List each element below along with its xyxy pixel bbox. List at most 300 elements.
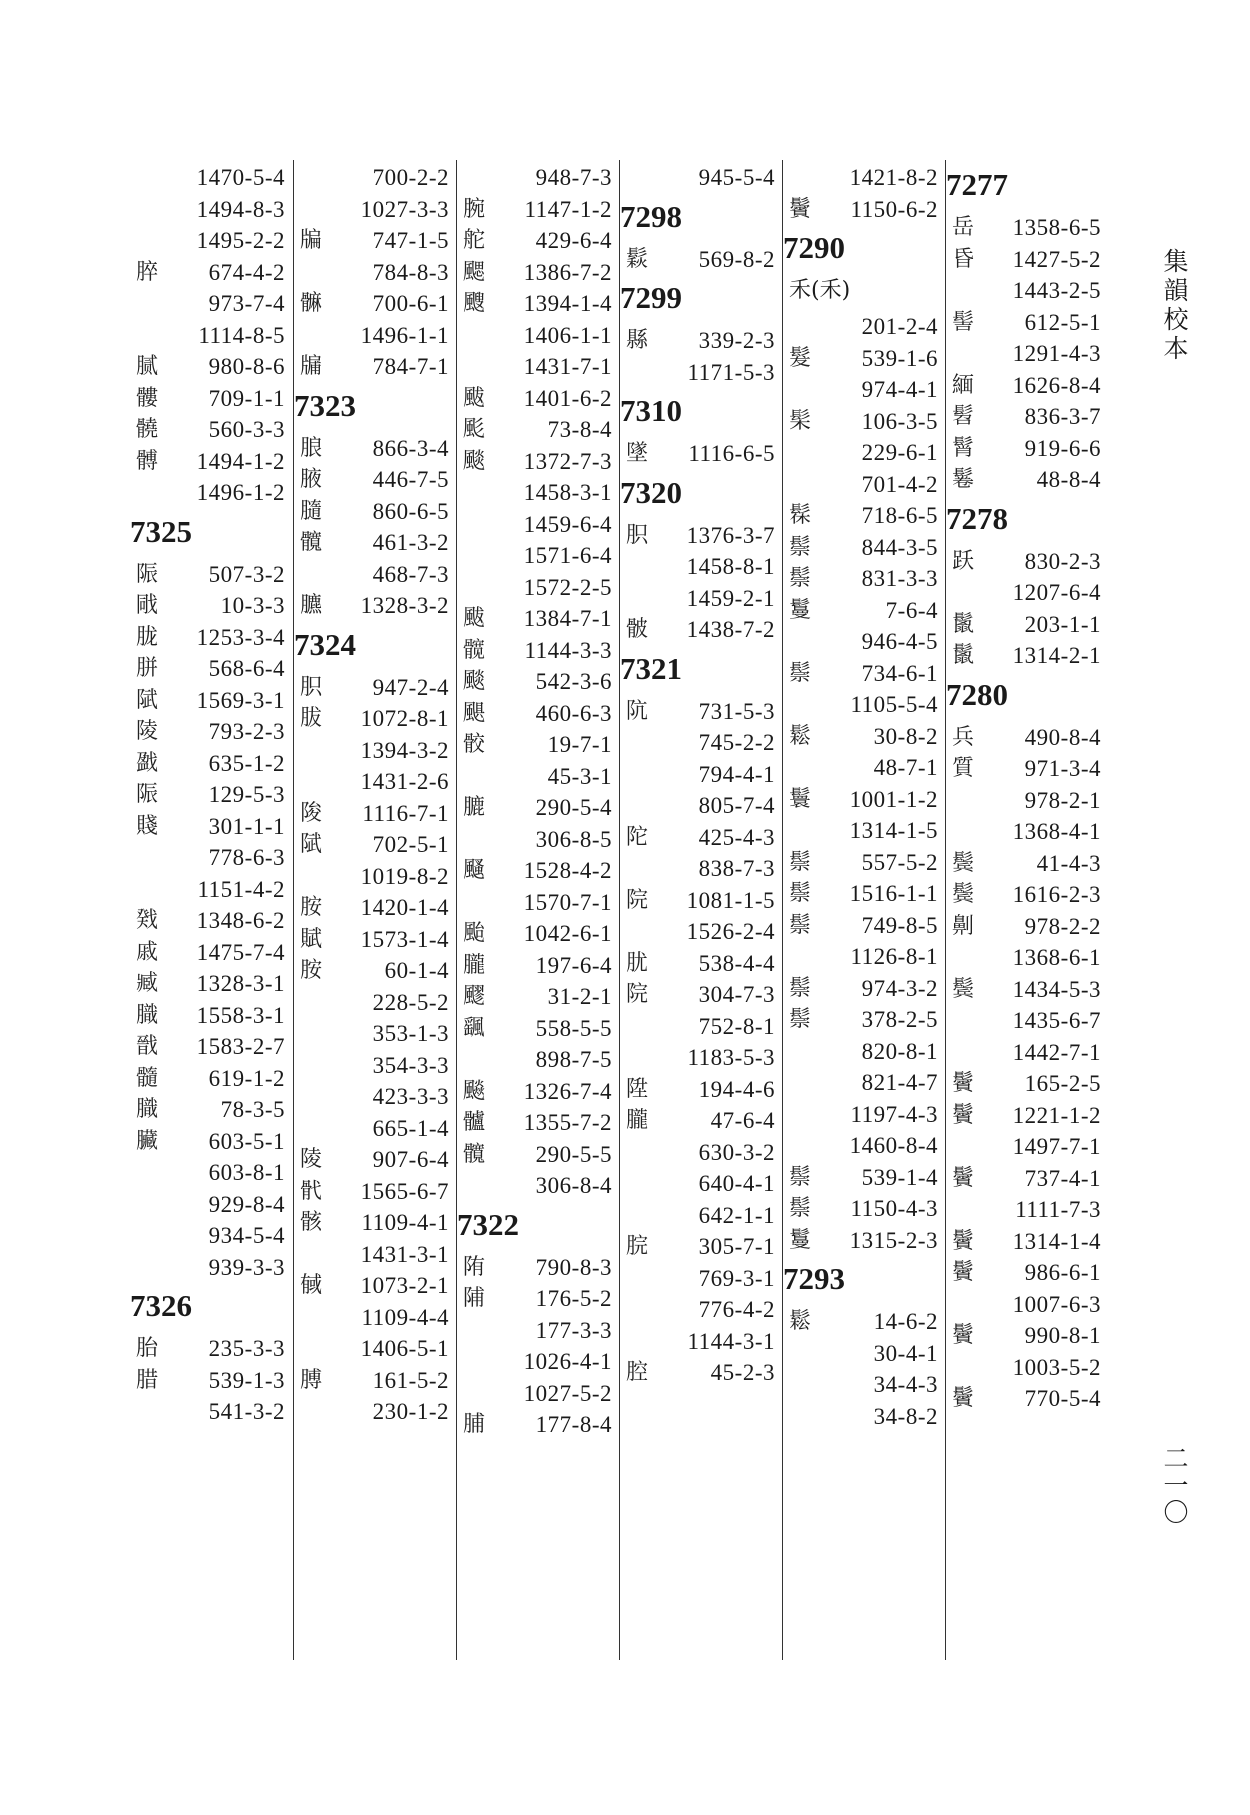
entry-reference: 1081-1-5 <box>686 887 775 913</box>
entry-character: 胑 <box>300 674 323 700</box>
entry-character: 臧 <box>136 971 159 996</box>
entry-character: 鬃 <box>789 1196 812 1221</box>
entry-reference: 752-8-1 <box>698 1013 775 1039</box>
entry-reference: 1583-2-7 <box>196 1034 285 1059</box>
entry-character: 賦 <box>300 926 323 952</box>
entry-reference: 201-2-4 <box>861 314 938 339</box>
entry-character: 鬓 <box>952 882 975 907</box>
entry-reference: 1328-3-2 <box>360 593 449 618</box>
entry-character: 鬢 <box>952 1260 975 1285</box>
entry-reference: 640-4-1 <box>698 1171 775 1196</box>
entry-character: 陏 <box>463 1254 486 1280</box>
entry-reference: 1114-8-5 <box>198 322 285 348</box>
entry-reference: 1442-7-1 <box>1012 1039 1101 1065</box>
entry-reference: 10-3-3 <box>220 593 285 618</box>
entry-reference: 1376-3-7 <box>686 522 775 548</box>
entry-reference: 1516-1-1 <box>849 881 938 906</box>
entry-reference: 161-5-2 <box>372 1367 449 1393</box>
entry-reference: 838-7-3 <box>698 856 775 881</box>
entry-character: 髫 <box>952 404 975 429</box>
entry-character: 颰 <box>463 606 486 631</box>
entry-character: 縣 <box>626 328 649 353</box>
entry-reference: 1150-4-3 <box>850 1196 938 1221</box>
entry-character: 戫 <box>300 1273 323 1298</box>
entry-reference: 1001-1-2 <box>849 786 938 812</box>
entry-reference: 1019-8-2 <box>360 863 449 889</box>
entry-reference: 1431-2-6 <box>360 769 449 794</box>
entry-reference: 1496-1-1 <box>360 322 449 348</box>
entry-reference: 1494-8-3 <box>196 196 285 222</box>
page-number: 二一〇 <box>1160 1445 1189 1526</box>
index-entry <box>130 1394 293 1430</box>
section-header <box>620 192 783 242</box>
entry-reference: 702-5-1 <box>372 832 449 857</box>
entry-reference: 1328-3-1 <box>196 971 285 996</box>
entry-reference: 490-8-4 <box>1024 724 1101 750</box>
entry-character: 颱 <box>463 921 486 946</box>
entry-reference: 1558-3-1 <box>196 1002 285 1028</box>
entry-reference: 1435-6-7 <box>1012 1008 1101 1033</box>
entry-reference: 1003-5-2 <box>1012 1354 1101 1380</box>
entry-character: 脺 <box>136 259 159 285</box>
entry-reference: 1314-2-1 <box>1012 643 1101 668</box>
entry-character: 陙 <box>136 782 159 807</box>
entry-reference: 45-3-1 <box>547 763 612 789</box>
entry-reference: 1394-1-4 <box>523 291 612 316</box>
entry-reference: 821-4-7 <box>861 1070 938 1095</box>
entry-character: 鬘 <box>789 1227 812 1253</box>
entry-character: 腋 <box>300 467 323 492</box>
entry-reference: 1368-4-1 <box>1012 819 1101 844</box>
entry-character: 飈 <box>463 1078 486 1104</box>
entry-reference: 1401-6-2 <box>523 385 612 411</box>
entry-character: 陚 <box>136 687 159 713</box>
entry-reference: 971-3-4 <box>1024 756 1101 781</box>
entry-reference: 1183-5-3 <box>687 1045 775 1070</box>
index-entry <box>457 1407 620 1443</box>
entry-character: 颷 <box>463 669 486 694</box>
entry-reference: 290-5-4 <box>535 795 612 820</box>
entry-character: 戣 <box>136 908 159 933</box>
entry-character: 颾 <box>463 858 486 883</box>
entry-character: 腻 <box>136 354 159 379</box>
entry-reference: 568-6-4 <box>208 656 285 681</box>
entry-character: 質 <box>952 756 975 781</box>
entry-character: 鬛 <box>952 611 975 637</box>
entry-reference: 1073-2-1 <box>360 1273 449 1298</box>
index-column-6 <box>945 160 1109 1660</box>
entry-reference: 203-1-1 <box>1024 611 1101 637</box>
entry-reference: 507-3-2 <box>208 561 285 587</box>
section-number: 7299 <box>620 280 682 315</box>
entry-character: 鬃 <box>789 912 812 938</box>
entry-reference: 844-3-5 <box>861 534 938 560</box>
entry-reference: 48-7-1 <box>873 755 938 780</box>
entry-character: 兵 <box>952 724 975 750</box>
entry-reference: 973-7-4 <box>208 291 285 316</box>
entry-character: 阬 <box>626 698 649 724</box>
section-header <box>620 386 783 436</box>
entry-reference: 1007-6-3 <box>1012 1291 1101 1317</box>
entry-character: 髗 <box>463 1110 486 1135</box>
section-header <box>620 644 783 694</box>
entry-reference: 229-6-1 <box>861 440 938 465</box>
entry-reference: 1027-5-2 <box>523 1380 612 1406</box>
index-column-3 <box>456 160 620 1660</box>
entry-character: 跃 <box>952 548 975 574</box>
index-column-4 <box>619 160 783 1660</box>
entry-reference: 78-3-5 <box>220 1097 285 1122</box>
entry-character: 賤 <box>136 813 159 839</box>
entry-reference: 919-6-6 <box>1024 435 1101 461</box>
entry-character: 颷 <box>463 448 486 474</box>
entry-reference: 939-3-3 <box>208 1254 285 1280</box>
entry-reference: 1253-3-4 <box>196 624 285 650</box>
entry-reference: 701-4-2 <box>861 471 938 497</box>
section-number: 7277 <box>946 167 1008 202</box>
entry-character: 膱 <box>136 1002 159 1028</box>
entry-reference: 460-6-3 <box>535 700 612 726</box>
entry-character: 鬃 <box>789 566 812 591</box>
entry-reference: 1150-6-2 <box>850 196 938 222</box>
book-title: 集韻校本 <box>1160 248 1189 364</box>
entry-character: 髓 <box>136 1065 159 1091</box>
entry-character: 鬃 <box>789 881 812 906</box>
entry-reference: 1372-7-3 <box>523 448 612 474</box>
entry-character: 髏 <box>136 385 159 411</box>
entry-character: 髆 <box>136 448 159 474</box>
entry-character: 鬘 <box>789 597 812 623</box>
entry-reference: 674-4-2 <box>208 259 285 285</box>
entry-character: 朧 <box>463 952 486 978</box>
entry-reference: 731-5-3 <box>698 698 775 724</box>
entry-character: 禾(禾) <box>789 278 851 303</box>
entry-character: 腊 <box>136 1367 159 1393</box>
entry-character: 舵 <box>463 228 486 253</box>
entry-reference: 306-8-4 <box>535 1173 612 1198</box>
entry-reference: 830-2-3 <box>1024 548 1101 574</box>
section-number: 7310 <box>620 393 682 428</box>
entry-reference: 1109-4-4 <box>361 1304 449 1330</box>
entry-character: 髤 <box>789 408 812 434</box>
entry-reference: 539-1-3 <box>208 1367 285 1393</box>
entry-character: 胎 <box>136 1336 159 1361</box>
entry-character: 牖 <box>300 354 323 379</box>
section-number: 7321 <box>620 650 682 686</box>
entry-reference: 542-3-6 <box>535 669 612 694</box>
section-number: 7293 <box>783 1261 845 1296</box>
entry-reference: 1386-7-2 <box>523 259 612 285</box>
entry-reference: 1315-2-3 <box>849 1227 938 1253</box>
entry-reference: 737-4-1 <box>1024 1165 1101 1191</box>
entry-character: 骹 <box>463 732 486 757</box>
entry-character: 胈 <box>300 706 323 731</box>
entry-character: 胑 <box>626 522 649 548</box>
index-entry <box>294 1394 457 1430</box>
entry-character: 昏 <box>952 246 975 272</box>
entry-reference: 805-7-4 <box>698 793 775 818</box>
entry-reference: 1355-7-2 <box>523 1110 612 1135</box>
entry-reference: 560-3-3 <box>208 417 285 442</box>
entry-reference: 1459-2-1 <box>686 585 775 611</box>
entry-reference: 1368-6-1 <box>1012 945 1101 970</box>
entry-reference: 557-5-2 <box>861 849 938 875</box>
section-number: 7320 <box>620 474 682 510</box>
entry-reference: 1475-7-4 <box>196 939 285 965</box>
entry-reference: 1458-3-1 <box>523 480 612 505</box>
entry-character: 陠 <box>463 1286 486 1311</box>
entry-reference: 1406-1-1 <box>523 322 612 348</box>
entry-reference: 1171-5-3 <box>687 359 775 385</box>
entry-reference: 1147-1-2 <box>524 196 612 222</box>
entry-character: 戩 <box>136 1034 159 1059</box>
section-header <box>783 223 946 273</box>
entry-character: 髐 <box>136 417 159 442</box>
entry-reference: 1528-4-2 <box>523 858 612 883</box>
entry-reference: 197-6-4 <box>535 952 612 978</box>
entry-reference: 1495-2-2 <box>196 228 285 253</box>
entry-character: 胺 <box>300 958 323 983</box>
entry-character: 陵 <box>136 719 159 744</box>
entry-character: 鬢 <box>952 1102 975 1128</box>
entry-reference: 538-4-4 <box>698 950 775 976</box>
entry-reference: 603-8-1 <box>208 1160 285 1185</box>
entry-reference: 19-7-1 <box>547 732 612 757</box>
entry-character: 鬢 <box>952 1323 975 1348</box>
entry-reference: 790-8-3 <box>535 1254 612 1280</box>
section-number: 7278 <box>946 500 1008 536</box>
entry-character: 鬢 <box>952 1165 975 1191</box>
entry-reference: 1116-6-5 <box>688 441 775 466</box>
entry-character: 鬛 <box>952 643 975 668</box>
section-number: 7322 <box>457 1206 519 1242</box>
entry-reference: 1494-1-2 <box>196 448 285 474</box>
entry-character: 胧 <box>136 624 159 650</box>
entry-character: 髾 <box>952 435 975 461</box>
entry-reference: 1027-3-3 <box>360 196 449 222</box>
index-entry <box>783 1399 946 1435</box>
entry-reference: 778-6-3 <box>208 845 285 870</box>
entry-character: 膔 <box>463 795 486 820</box>
entry-reference: 378-2-5 <box>861 1007 938 1032</box>
entry-character: 腕 <box>463 196 486 222</box>
entry-reference: 700-6-1 <box>372 291 449 316</box>
entry-character: 鬢 <box>952 1071 975 1096</box>
entry-reference: 635-1-2 <box>208 750 285 776</box>
entry-reference: 1571-6-4 <box>523 543 612 568</box>
entry-character: 髹 <box>789 503 812 528</box>
entry-reference: 558-5-5 <box>535 1015 612 1041</box>
index-column-1 <box>130 160 293 1660</box>
entry-reference: 34-4-3 <box>873 1372 938 1397</box>
entry-character: 鬃 <box>789 534 812 560</box>
entry-character: 朖 <box>300 435 323 461</box>
section-header <box>946 494 1109 544</box>
section-number: 7298 <box>620 198 682 234</box>
entry-reference: 1111-7-3 <box>1015 1197 1101 1222</box>
entry-reference: 73-8-4 <box>547 417 612 442</box>
entry-reference: 1197-4-3 <box>850 1101 938 1127</box>
entry-character: 戙 <box>136 593 159 618</box>
entry-reference: 612-5-1 <box>1024 309 1101 335</box>
entry-reference: 539-1-4 <box>861 1164 938 1190</box>
entry-reference: 446-7-5 <box>372 467 449 492</box>
entry-character: 髍 <box>300 291 323 316</box>
entry-reference: 106-3-5 <box>861 408 938 434</box>
entry-character: 颻 <box>463 1015 486 1041</box>
entry-character: 髮 <box>789 345 812 371</box>
entry-character: 颸 <box>463 259 486 285</box>
section-number: 7323 <box>294 387 356 423</box>
entry-reference: 700-2-2 <box>372 165 449 190</box>
entry-character: 陞 <box>626 1076 649 1102</box>
entry-reference: 793-2-3 <box>208 719 285 744</box>
entry-reference: 1109-4-1 <box>361 1210 449 1235</box>
entry-character: 颼 <box>463 291 486 316</box>
entry-reference: 290-5-5 <box>535 1141 612 1167</box>
entry-character: 陵 <box>300 1147 323 1172</box>
section-header <box>783 1254 946 1304</box>
entry-reference: 665-1-4 <box>372 1115 449 1141</box>
entry-reference: 974-3-2 <box>861 975 938 1001</box>
entry-character: 陀 <box>626 824 649 850</box>
entry-reference: 770-5-4 <box>1024 1386 1101 1411</box>
section-header <box>130 507 293 557</box>
entry-character: 戤 <box>136 750 159 776</box>
entry-reference: 230-1-2 <box>372 1399 449 1424</box>
entry-reference: 860-6-5 <box>372 498 449 524</box>
entry-reference: 718-6-5 <box>861 503 938 528</box>
entry-reference: 1144-3-3 <box>524 637 612 663</box>
entry-character: 臟 <box>136 1128 159 1154</box>
entry-character: 髖 <box>300 530 323 555</box>
entry-reference: 541-3-2 <box>208 1399 285 1424</box>
entry-character: 膱 <box>136 1097 159 1122</box>
entry-reference: 1326-7-4 <box>523 1078 612 1104</box>
entry-reference: 603-5-1 <box>208 1128 285 1154</box>
entry-reference: 784-8-3 <box>372 259 449 285</box>
entry-character: 骮 <box>300 1178 323 1204</box>
entry-reference: 194-4-6 <box>698 1076 775 1102</box>
entry-reference: 1348-6-2 <box>196 908 285 933</box>
entry-character: 院 <box>626 887 649 913</box>
entry-reference: 978-2-2 <box>1024 913 1101 939</box>
index-column-2 <box>293 160 457 1660</box>
entry-character: 鬆 <box>789 1309 812 1334</box>
entry-reference: 934-5-4 <box>208 1223 285 1248</box>
entry-character: 飂 <box>463 984 486 1009</box>
section-number: 7290 <box>783 230 845 265</box>
entry-reference: 7-6-4 <box>885 597 938 623</box>
entry-character: 颩 <box>463 417 486 442</box>
entry-reference: 41-4-3 <box>1036 850 1101 876</box>
entry-reference: 177-8-4 <box>535 1412 612 1437</box>
entry-character: 臕 <box>300 593 323 618</box>
entry-character: 陚 <box>300 832 323 857</box>
entry-reference: 784-7-1 <box>372 354 449 379</box>
entry-character: 胼 <box>136 656 159 681</box>
entry-character: 鬢 <box>952 1386 975 1411</box>
entry-reference: 986-6-1 <box>1024 1260 1101 1285</box>
index-entry <box>946 1381 1109 1417</box>
index-column-5 <box>782 160 946 1660</box>
entry-reference: 898-7-5 <box>535 1047 612 1072</box>
entry-reference: 831-3-3 <box>861 566 938 591</box>
section-header <box>130 1281 293 1331</box>
entry-character: 鬢 <box>952 1228 975 1254</box>
entry-character: 鬃 <box>789 1164 812 1190</box>
entry-reference: 974-4-1 <box>861 377 938 402</box>
entry-character: 膸 <box>300 498 323 524</box>
entry-reference: 30-4-1 <box>873 1340 938 1366</box>
section-number: 7325 <box>130 513 192 549</box>
entry-reference: 990-8-1 <box>1024 1323 1101 1348</box>
entry-reference: 1116-7-1 <box>362 800 449 826</box>
entry-reference: 1431-3-1 <box>360 1241 449 1267</box>
entry-reference: 569-8-2 <box>698 246 775 272</box>
entry-reference: 1144-3-1 <box>687 1328 775 1354</box>
entry-character: 墜 <box>626 441 649 466</box>
entry-reference: 1434-5-3 <box>1012 976 1101 1002</box>
entry-reference: 423-3-3 <box>372 1084 449 1109</box>
entry-character: 骸 <box>300 1210 323 1235</box>
entry-character: 鬏 <box>626 246 649 272</box>
entry-reference: 339-2-3 <box>698 328 775 353</box>
entry-reference: 129-5-3 <box>208 782 285 807</box>
entry-character: 鬈 <box>952 467 975 492</box>
entry-reference: 165-2-5 <box>1024 1071 1101 1096</box>
entry-reference: 978-2-1 <box>1024 787 1101 813</box>
entry-character: 鬃 <box>789 849 812 875</box>
entry-reference: 1291-4-3 <box>1012 341 1101 366</box>
entry-character: 鬓 <box>952 976 975 1002</box>
entry-character: 肬 <box>626 950 649 976</box>
entry-reference: 820-8-1 <box>861 1038 938 1064</box>
entry-reference: 1126-8-1 <box>850 944 938 969</box>
entry-reference: 1026-4-1 <box>523 1349 612 1374</box>
entry-reference: 176-5-2 <box>535 1286 612 1311</box>
entry-character: 鬃 <box>789 660 812 686</box>
section-header <box>946 160 1109 210</box>
entry-reference: 946-4-5 <box>861 629 938 654</box>
entry-reference: 1626-8-4 <box>1012 372 1101 398</box>
entry-reference: 866-3-4 <box>372 435 449 461</box>
entry-reference: 948-7-3 <box>535 165 612 190</box>
entry-reference: 776-4-2 <box>698 1297 775 1322</box>
entry-reference: 1616-2-3 <box>1012 882 1101 907</box>
entry-reference: 305-7-1 <box>698 1234 775 1259</box>
entry-reference: 354-3-3 <box>372 1052 449 1078</box>
entry-character: 鬟 <box>789 786 812 812</box>
entry-reference: 1526-2-4 <box>686 919 775 944</box>
entry-reference: 30-8-2 <box>873 723 938 749</box>
entry-reference: 1042-6-1 <box>523 921 612 946</box>
entry-character: 脘 <box>626 1234 649 1259</box>
entry-character: 髋 <box>463 637 486 663</box>
entry-character: 脯 <box>463 1412 486 1437</box>
entry-reference: 709-1-1 <box>208 385 285 411</box>
entry-reference: 794-4-1 <box>698 761 775 787</box>
entry-reference: 1443-2-5 <box>1012 278 1101 303</box>
entry-character: 鬃 <box>789 975 812 1001</box>
entry-reference: 1427-5-2 <box>1012 246 1101 272</box>
entry-character: 岳 <box>952 215 975 240</box>
entry-character: 骳 <box>626 617 649 642</box>
entry-reference: 1460-8-4 <box>849 1133 938 1158</box>
entry-reference: 425-4-3 <box>698 824 775 850</box>
entry-reference: 468-7-3 <box>372 561 449 587</box>
entry-reference: 769-3-1 <box>698 1265 775 1291</box>
